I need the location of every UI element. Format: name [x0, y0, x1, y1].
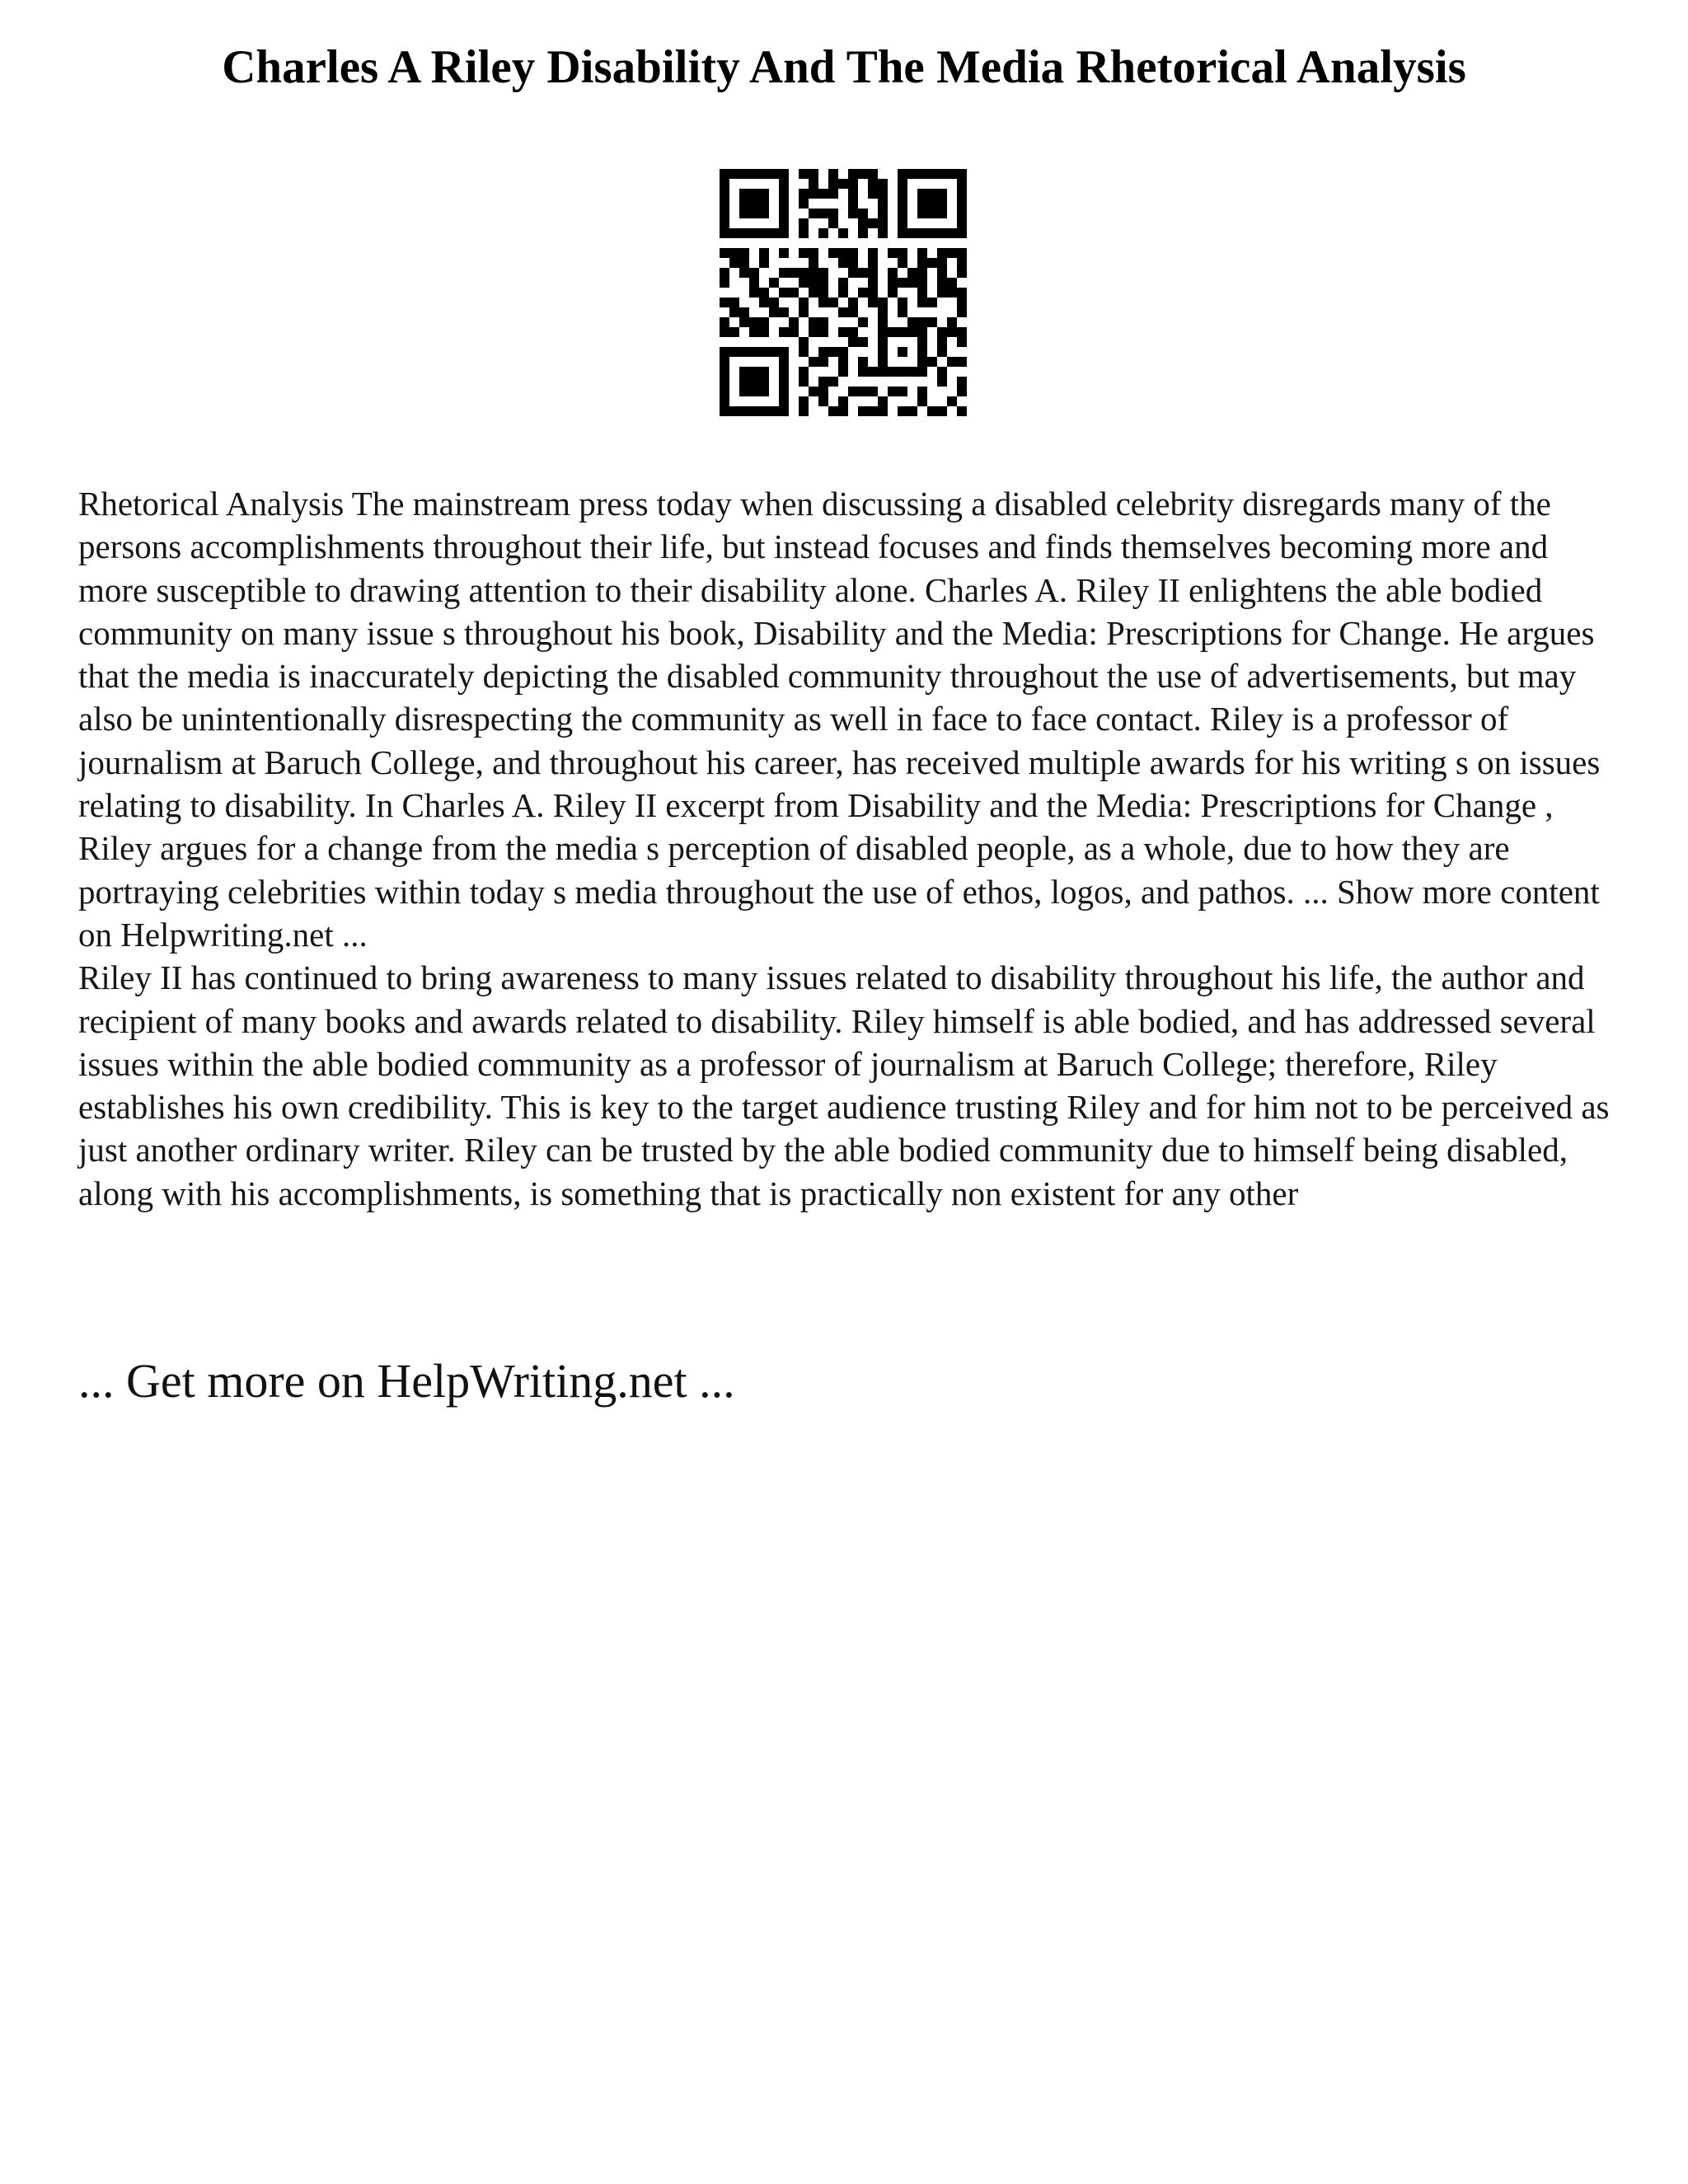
get-more-link[interactable]: ... Get more on HelpWriting.net ...: [78, 1354, 735, 1408]
qr-code-icon: [720, 169, 967, 416]
page-title: Charles A Riley Disability And The Media Rhetorical Analysis: [222, 41, 1466, 93]
paragraph-2: Riley II has continued to bring awareness to many issues related to disability throughout his life, the author and recipient of many books and awards related to disability. Riley himself is able bodied, and has addressed several issues within the able bodied community as a professor of journalism at Baruch College; therefore, Riley establishes his own credibility. This is key to the target audience trusting Riley and for him not to be perceived as just another ordinary writer. Riley can be trusted by the able bodied community due to himself being disabled, along with his accomplishments, is something that is practically non existent for any other: [78, 958, 1610, 1212]
qr-code-graphic: [720, 169, 967, 416]
paragraph-1: Rhetorical Analysis The mainstream press today when discussing a disabled celebrity disregards many of the persons accomplishments throughout their life, but instead focuses and finds themselves becoming more and more susceptible to drawing attention to their disability alone. Charles A. Riley II enlightens the able bodied community on many issue s throughout his book, Disability and the Media: Prescriptions for Change. He argues that the media is inaccurately depicting the disabled community throughout the use of advertisements, but may also be unintentionally disrespecting the community as well in face to face contact. Riley is a professor of journalism at Baruch College, and throughout his career, has received multiple awards for his writing s on issues relating to disability. In Charles A. Riley II excerpt from Disability and the Media: Prescriptions for Change , Riley argues for a change from the media s perception of disabled people, as a whole, due to how they are portraying celebrities within today s media throughout the use of ethos, logos, and pathos. ... Show more content on Helpwriting.net ...: [78, 485, 1601, 954]
article-body: [78, 482, 1611, 1215]
